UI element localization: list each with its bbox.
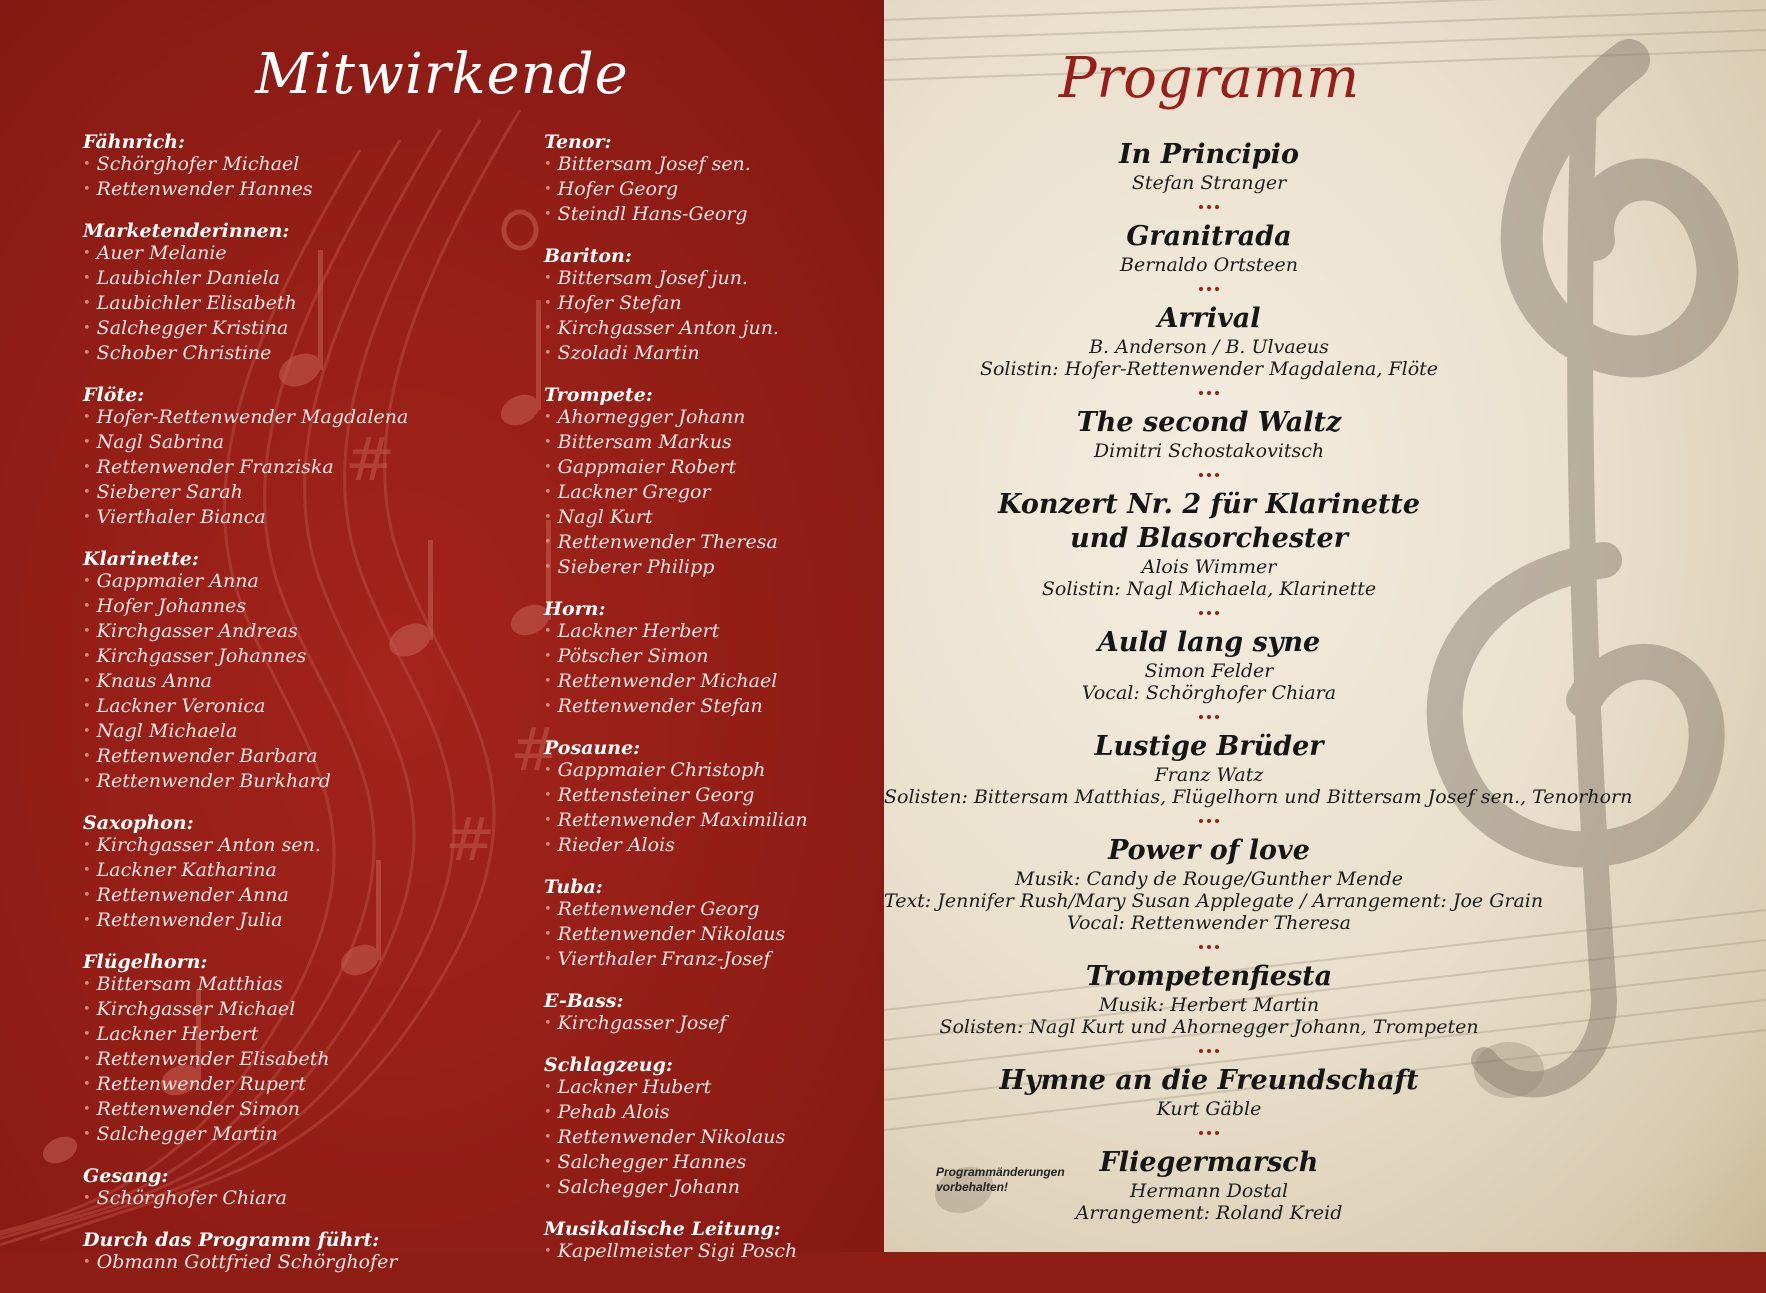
section-group bbox=[544, 876, 924, 973]
section-heading: Posaune: bbox=[544, 737, 641, 759]
member-name: • Rettenwender Simon bbox=[83, 1098, 463, 1123]
piece-title: In Principio bbox=[1119, 139, 1299, 170]
member-name: • Rettenwender Rupert bbox=[83, 1073, 463, 1098]
piece-title: Konzert Nr. 2 für Klarinette bbox=[997, 489, 1421, 520]
member-name: • Kapellmeister Sigi Posch bbox=[544, 1240, 924, 1265]
member-name: • Schober Christine bbox=[83, 342, 463, 367]
program-item bbox=[884, 302, 1534, 380]
program-item bbox=[884, 960, 1534, 1038]
member-name: • Salchegger Johann bbox=[544, 1176, 924, 1201]
separator-dots bbox=[884, 462, 1534, 488]
section-group bbox=[544, 1054, 924, 1201]
piece-detail: Solisten: Nagl Kurt und Ahornegger Johann, Trompeten bbox=[939, 1016, 1479, 1038]
piece-detail: Franz Watz bbox=[1154, 764, 1264, 786]
member-name: • Rettenwender Georg bbox=[544, 898, 924, 923]
member-name: • Laubichler Elisabeth bbox=[83, 292, 463, 317]
member-name: • Lackner Herbert bbox=[83, 1023, 463, 1048]
member-name: • Nagl Sabrina bbox=[83, 431, 463, 456]
section-group bbox=[83, 384, 463, 531]
piece-detail: Vocal: Schörghofer Chiara bbox=[1081, 682, 1337, 704]
member-name: • Rettenwender Nikolaus bbox=[544, 1126, 924, 1151]
section-heading: Marketenderinnen: bbox=[83, 220, 290, 242]
member-name: • Salchegger Kristina bbox=[83, 317, 463, 342]
member-name: • Vierthaler Bianca bbox=[83, 506, 463, 531]
section-group bbox=[83, 131, 463, 203]
separator-dots bbox=[884, 1120, 1534, 1146]
piece-detail: Musik: Candy de Rouge/Gunther Mende bbox=[1015, 868, 1403, 890]
member-name: • Bittersam Matthias bbox=[83, 973, 463, 998]
program-item bbox=[884, 406, 1534, 462]
piece-detail: Text: Jennifer Rush/Mary Susan Applegate / Arrangement: Joe Grain bbox=[884, 890, 1544, 912]
program-item bbox=[884, 488, 1534, 600]
member-name: • Szoladi Martin bbox=[544, 342, 924, 367]
section-group bbox=[544, 990, 924, 1037]
member-name: • Hofer Stefan bbox=[544, 292, 924, 317]
member-name: • Rettenwender Stefan bbox=[544, 695, 924, 720]
member-name: • Gappmaier Christoph bbox=[544, 759, 924, 784]
member-name: • Schörghofer Michael bbox=[83, 153, 463, 178]
section-heading: Musikalische Leitung: bbox=[544, 1218, 781, 1240]
separator-dots bbox=[884, 808, 1534, 834]
member-name: • Hofer Johannes bbox=[83, 595, 463, 620]
member-name: • Rettenwender Nikolaus bbox=[544, 923, 924, 948]
separator-dots bbox=[884, 194, 1534, 220]
piece-detail: Dimitri Schostakovitsch bbox=[1093, 440, 1325, 462]
cast-column-2 bbox=[544, 131, 924, 1282]
program-panel bbox=[884, 0, 1766, 1252]
separator-dots bbox=[884, 704, 1534, 730]
piece-title: Arrival bbox=[1157, 303, 1261, 334]
section-heading: Durch das Programm führt: bbox=[83, 1229, 380, 1251]
member-name: • Laubichler Daniela bbox=[83, 267, 463, 292]
section-group bbox=[83, 548, 463, 795]
member-name: • Rettenwender Franziska bbox=[83, 456, 463, 481]
section-group bbox=[544, 131, 924, 228]
piece-title: Power of love bbox=[1108, 835, 1310, 866]
member-name: • Gappmaier Robert bbox=[544, 456, 924, 481]
member-name: • Rieder Alois bbox=[544, 834, 924, 859]
member-name: • Lackner Katharina bbox=[83, 859, 463, 884]
piece-detail: Simon Felder bbox=[1144, 660, 1274, 682]
member-name: • Steindl Hans-Georg bbox=[544, 203, 924, 228]
member-name: • Pötscher Simon bbox=[544, 645, 924, 670]
piece-detail: Solistin: Nagl Michaela, Klarinette bbox=[1041, 578, 1377, 600]
cast-column-1 bbox=[83, 131, 463, 1293]
member-name: • Rettenwender Julia bbox=[83, 909, 463, 934]
separator-dots bbox=[884, 934, 1534, 960]
member-name: • Schörghofer Chiara bbox=[83, 1187, 463, 1212]
member-name: • Nagl Michaela bbox=[83, 720, 463, 745]
section-group bbox=[83, 812, 463, 934]
member-name: • Auer Melanie bbox=[83, 242, 463, 267]
section-heading: Fähnrich: bbox=[83, 131, 186, 153]
member-name: • Lackner Hubert bbox=[544, 1076, 924, 1101]
cast-title: Mitwirkende bbox=[255, 42, 629, 107]
member-name: • Bittersam Josef sen. bbox=[544, 153, 924, 178]
section-group bbox=[544, 598, 924, 720]
member-name: • Bittersam Josef jun. bbox=[544, 267, 924, 292]
member-name: • Rettenwender Anna bbox=[83, 884, 463, 909]
piece-title: Trompetenfiesta bbox=[1085, 961, 1333, 992]
member-name: • Kirchgasser Josef bbox=[544, 1012, 924, 1037]
svg-text:#: # bbox=[445, 805, 496, 875]
member-name: • Ahornegger Johann bbox=[544, 406, 924, 431]
member-name: • Salchegger Hannes bbox=[544, 1151, 924, 1176]
separator-dots bbox=[884, 600, 1534, 626]
piece-detail: Hermann Dostal bbox=[1129, 1180, 1289, 1202]
member-name: • Bittersam Markus bbox=[544, 431, 924, 456]
program-item bbox=[884, 1064, 1534, 1120]
member-name: • Rettenwender Michael bbox=[544, 670, 924, 695]
piece-detail: Musik: Herbert Martin bbox=[1098, 994, 1320, 1016]
piece-title: Fliegermarsch bbox=[1099, 1147, 1319, 1178]
member-name: • Rettenwender Theresa bbox=[544, 531, 924, 556]
member-name: • Hofer-Rettenwender Magdalena bbox=[83, 406, 463, 431]
member-name: • Kirchgasser Johannes bbox=[83, 645, 463, 670]
member-name: • Rettenwender Maximilian bbox=[544, 809, 924, 834]
piece-title: The second Waltz bbox=[1076, 407, 1342, 438]
note-line: vorbehalten! bbox=[936, 1180, 1009, 1194]
separator-dots bbox=[884, 380, 1534, 406]
section-heading: Flügelhorn: bbox=[83, 951, 208, 973]
section-heading: Klarinette: bbox=[83, 548, 199, 570]
section-heading: Gesang: bbox=[83, 1165, 169, 1187]
member-name: • Kirchgasser Michael bbox=[83, 998, 463, 1023]
member-name: • Pehab Alois bbox=[544, 1101, 924, 1126]
member-name: • Kirchgasser Anton sen. bbox=[83, 834, 463, 859]
program-item bbox=[884, 730, 1633, 808]
section-heading: Flöte: bbox=[83, 384, 145, 406]
section-group bbox=[544, 737, 924, 859]
member-name: • Lackner Gregor bbox=[544, 481, 924, 506]
program-change-note bbox=[936, 1165, 1065, 1195]
piece-title: Hymne an die Freundschaft bbox=[999, 1065, 1419, 1096]
piece-detail: Solisten: Bittersam Matthias, Flügelhorn und Bittersam Josef sen., Tenorhorn bbox=[884, 786, 1633, 808]
member-name: • Salchegger Martin bbox=[83, 1123, 463, 1148]
member-name: • Obmann Gottfried Schörghofer bbox=[83, 1251, 463, 1276]
separator-dots bbox=[884, 1038, 1534, 1064]
piece-detail: Kurt Gäble bbox=[1156, 1098, 1262, 1120]
section-heading: Trompete: bbox=[544, 384, 653, 406]
cast-panel bbox=[0, 0, 884, 1273]
section-group bbox=[83, 1165, 463, 1212]
piece-detail: Arrangement: Roland Kreid bbox=[1075, 1202, 1343, 1224]
section-heading: Saxophon: bbox=[83, 812, 194, 834]
program-item bbox=[884, 138, 1534, 194]
member-name: • Rettensteiner Georg bbox=[544, 784, 924, 809]
section-heading: Tenor: bbox=[544, 131, 612, 153]
svg-text:#: # bbox=[510, 715, 561, 785]
section-group bbox=[544, 384, 924, 581]
member-name: • Knaus Anna bbox=[83, 670, 463, 695]
program-item bbox=[884, 834, 1544, 934]
section-group bbox=[83, 220, 463, 367]
member-name: • Rettenwender Barbara bbox=[83, 745, 463, 770]
program-item bbox=[884, 626, 1534, 704]
member-name: • Nagl Kurt bbox=[544, 506, 924, 531]
piece-detail: Alois Wimmer bbox=[1141, 556, 1277, 578]
member-name: • Lackner Veronica bbox=[83, 695, 463, 720]
section-heading: Bariton: bbox=[544, 245, 632, 267]
piece-title: Lustige Brüder bbox=[1094, 731, 1324, 762]
section-heading: Tuba: bbox=[544, 876, 603, 898]
piece-detail: Stefan Stranger bbox=[1131, 172, 1287, 194]
member-name: • Lackner Herbert bbox=[544, 620, 924, 645]
piece-detail: Vocal: Rettenwender Theresa bbox=[1066, 912, 1352, 934]
piece-title: und Blasorchester bbox=[1070, 523, 1348, 554]
section-heading: E-Bass: bbox=[544, 990, 624, 1012]
program-item bbox=[884, 220, 1534, 276]
member-name: • Sieberer Philipp bbox=[544, 556, 924, 581]
svg-text:#: # bbox=[345, 425, 396, 495]
piece-detail: B. Anderson / B. Ulvaeus bbox=[1089, 336, 1329, 358]
member-name: • Rettenwender Burkhard bbox=[83, 770, 463, 795]
section-group bbox=[544, 1218, 924, 1265]
member-name: • Hofer Georg bbox=[544, 178, 924, 203]
member-name: • Kirchgasser Anton jun. bbox=[544, 317, 924, 342]
section-heading: Horn: bbox=[544, 598, 606, 620]
member-name: • Sieberer Sarah bbox=[83, 481, 463, 506]
section-group bbox=[83, 951, 463, 1148]
piece-title: Granitrada bbox=[1126, 221, 1292, 252]
member-name: • Rettenwender Elisabeth bbox=[83, 1048, 463, 1073]
separator-dots bbox=[884, 276, 1534, 302]
section-heading: Schlagzeug: bbox=[544, 1054, 673, 1076]
member-name: • Gappmaier Anna bbox=[83, 570, 463, 595]
note-line: Programmänderungen bbox=[936, 1165, 1065, 1179]
piece-detail: Bernaldo Ortsteen bbox=[1120, 254, 1298, 276]
section-group bbox=[544, 245, 924, 367]
piece-detail: Solistin: Hofer-Rettenwender Magdalena, Flöte bbox=[979, 358, 1439, 380]
member-name: • Vierthaler Franz-Josef bbox=[544, 948, 924, 973]
program-title: Programm bbox=[1058, 46, 1360, 111]
program-list bbox=[884, 138, 1633, 1224]
section-group bbox=[83, 1229, 463, 1276]
member-name: • Kirchgasser Andreas bbox=[83, 620, 463, 645]
piece-title: Auld lang syne bbox=[1097, 627, 1321, 658]
member-name: • Rettenwender Hannes bbox=[83, 178, 463, 203]
